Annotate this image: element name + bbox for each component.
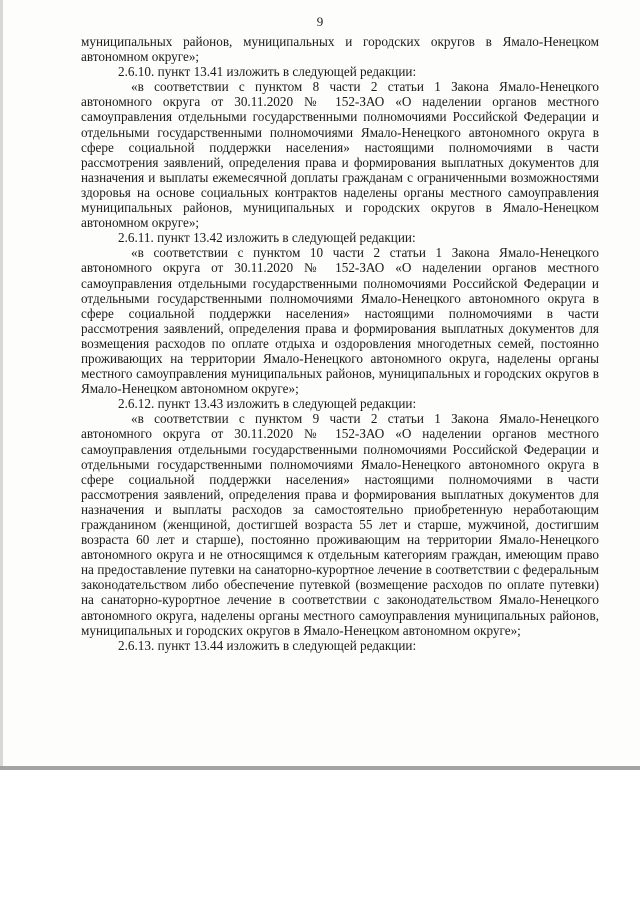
paragraph-item-2-6-11: 2.6.11. пункт 13.42 изложить в следующей редакции: (118, 230, 416, 246)
paragraph-item-2-6-10: 2.6.10. пункт 13.41 изложить в следующей редакции: (118, 64, 417, 80)
paragraph-quote-13-43: «в соответствии с пунктом 9 части 2 статьи 1 Закона Ямало-Ненецкого автономного округа от 30.11.2020 № 152-ЗАО «О наделении органов местного самоуправления отдельными государственными полномочиями Российской Федерации и отдельными государственными полномочиями Ямало-Ненецкого автономного округа в сфере социальной поддержки населения» настоящими полномочиями в части рассмотрения заявлений, определения права и формирования выплатных документов для назначения и выплаты расходов за самостоятельно приобретенную неработающим гражданином (женщиной, достигшей возраста 55 лет и старше, мужчиной, достигшим возраста 60 лет и старше), постоянно проживающим на территории Ямало-Ненецкого автономного округа и не относящимся к отдельным категориям граждан, имеющим право на предоставление путевки на санаторно-курортное лечение в соответствии с федеральным законодательством либо обеспечение путевкой (возмещение расходов по оплате путевки) на санаторно-курортное лечение в соответствии с законодательством Ямало-Ненецкого автономного округа, наделены органы местного самоуправления муниципальных районов, муниципальных и городских округов в Ямало-Ненецком автономном округе»; (81, 411, 599, 638)
scan-bottom-edge (0, 766, 640, 770)
paragraph-quote-13-41: «в соответствии с пунктом 8 части 2 статьи 1 Закона Ямало-Ненецкого автономного округа от 30.11.2020 № 152-ЗАО «О наделении органов местного самоуправления отдельными государственными полномочиями Российской Федерации и отдельными государственными полномочиями Ямало-Ненецкого автономного округа в сфере социальной поддержки населения» настоящими полномочиями в части рассмотрения заявлений, определения права и формирования выплатных документов для назначения и выплаты ежемесячной доплаты гражданам с ограниченными возможностями здоровья на основе социальных контрактов наделены органы местного самоуправления муниципальных районов, муниципальных и городских округов в Ямало-Ненецком автономном округе»; (81, 79, 599, 231)
paragraph-item-2-6-13: 2.6.13. пункт 13.44 изложить в следующей редакции: (118, 637, 417, 653)
paragraph-item-2-6-12: 2.6.12. пункт 13.43 изложить в следующей редакции: (118, 396, 417, 412)
document-body (81, 34, 599, 653)
paragraph-quote-13-42: «в соответствии с пунктом 10 части 2 статьи 1 Закона Ямало-Ненецкого автономного округа от 30.11.2020 № 152-ЗАО «О наделении органов местного самоуправления отдельными государственными полномочиями Российской Федерации и отдельными государственными полномочиями Ямало-Ненецкого автономного округа в сфере социальной поддержки населения» настоящими полномочиями в части рассмотрения заявлений, определения права и формирования выплатных документов для возмещения расходов по оплате отдыха и оздоровления многодетных семей, постоянно проживающих на территории Ямало-Ненецкого автономного округа, наделены органы местного самоуправления муниципальных районов, муниципальных и городских округов в Ямало-Ненецком автономном округе»; (81, 245, 599, 397)
page-number: 9 (316, 14, 324, 29)
scan-edge-shadow (0, 0, 3, 768)
paragraph-continuation: муниципальных районов, муниципальных и городских округов в Ямало-Ненецком автономном округе»; (81, 34, 599, 65)
